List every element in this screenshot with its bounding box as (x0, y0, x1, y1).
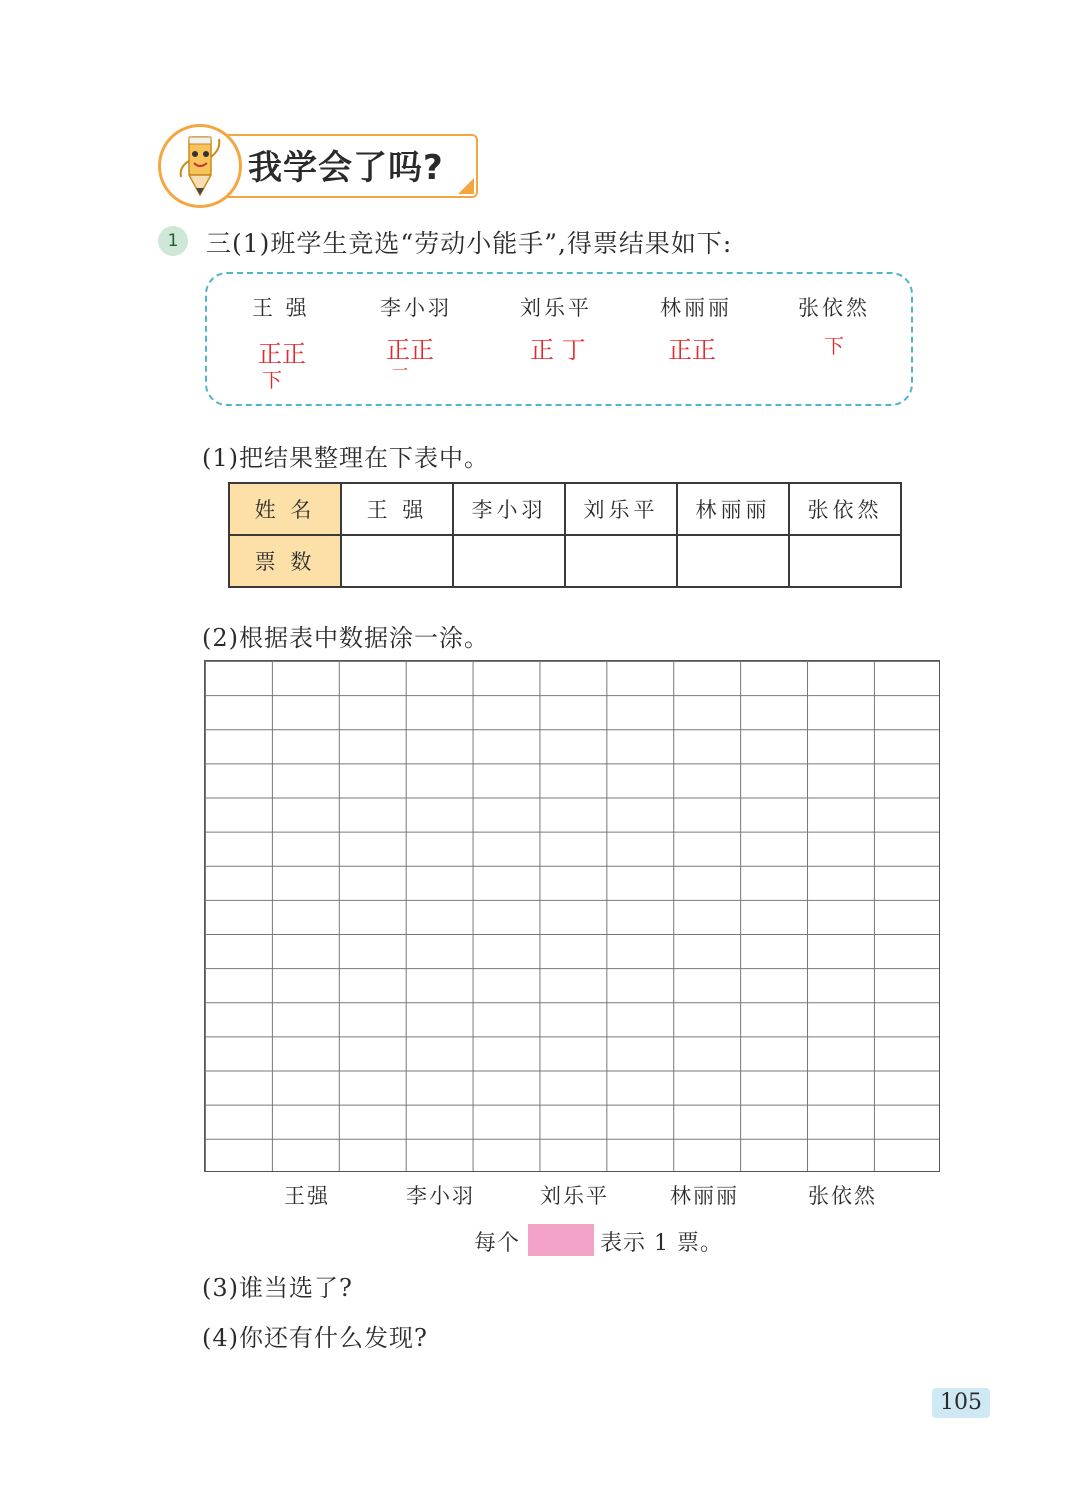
tally-marks: 下 (824, 334, 844, 358)
vote-count-input-cell[interactable] (565, 535, 677, 587)
table-name-cell: 刘乐平 (565, 483, 677, 535)
section-title: 我学会了吗? (248, 148, 444, 188)
grid-column-label: 李小羽 (406, 1184, 475, 1208)
header-corner-fold (458, 178, 474, 194)
vote-table (228, 482, 902, 588)
tally-marks: 正 丁 (530, 336, 586, 364)
tally-marks: 正正 (668, 336, 716, 364)
legend-prefix: 每个 (474, 1231, 521, 1256)
question-number-badge: 1 (158, 226, 188, 256)
tally-name: 李小羽 (380, 296, 452, 320)
table-header-name: 姓 名 (229, 483, 341, 535)
coloring-grid[interactable] (204, 660, 940, 1172)
vote-count-input-cell[interactable] (677, 535, 789, 587)
tally-marks: 正正 (258, 340, 306, 368)
table-header-votes: 票 数 (229, 535, 341, 587)
tally-marks: 下 (262, 368, 282, 392)
tally-name: 刘乐平 (520, 296, 592, 320)
legend-suffix: 表示 1 票。 (600, 1231, 723, 1256)
page-number: 105 (932, 1388, 990, 1418)
part-2-instruction: (2)根据表中数据涂一涂。 (202, 624, 489, 652)
vote-count-input-cell[interactable] (453, 535, 565, 587)
vote-count-input-cell[interactable] (341, 535, 453, 587)
part-3-question: (3)谁当选了? (202, 1274, 353, 1302)
part-1-instruction: (1)把结果整理在下表中。 (202, 444, 489, 472)
table-name-cell: 张依然 (789, 483, 901, 535)
legend-swatch (528, 1224, 594, 1256)
tally-name: 王 强 (252, 296, 310, 320)
part-4-question: (4)你还有什么发现? (202, 1324, 428, 1352)
table-name-cell: 林丽丽 (677, 483, 789, 535)
question-prompt: 三(1)班学生竞选“劳动小能手”,得票结果如下: (206, 229, 733, 258)
grid-column-label: 刘乐平 (540, 1184, 609, 1208)
tally-name: 林丽丽 (660, 296, 732, 320)
grid-column-label: 王强 (284, 1184, 330, 1208)
tally-name: 张依然 (798, 296, 870, 320)
tally-marks: 正正 (386, 336, 434, 364)
grid-column-label: 林丽丽 (670, 1184, 739, 1208)
pencil-mascot-icon (158, 124, 242, 208)
table-name-cell: 王 强 (341, 483, 453, 535)
grid-column-label: 张依然 (808, 1184, 877, 1208)
vote-count-input-cell[interactable] (789, 535, 901, 587)
tally-marks: 一 (392, 361, 409, 380)
table-name-cell: 李小羽 (453, 483, 565, 535)
